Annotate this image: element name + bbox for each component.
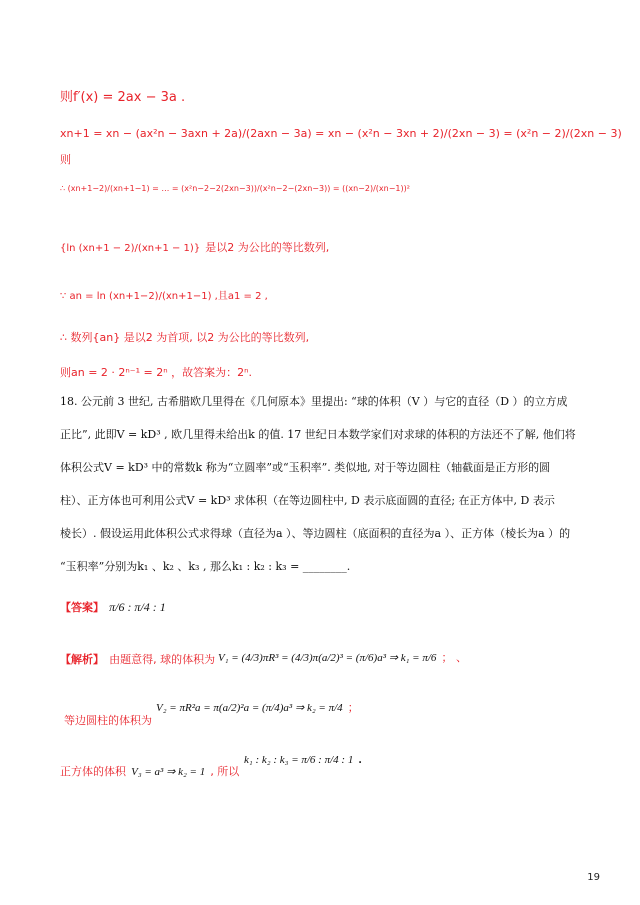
an-def-text: ∵ an = ln (xn+1−2)/(xn+1−1) ,且a1 = 2 ,: [60, 291, 268, 302]
recurrence-text: n+1 = xn − (ax²n − 3axn + 2a)/(2axn − 3a) = xn − (x²n − 3xn + 2)/(2xn − 3) = (x²n − 2)/(2xn − 3): [66, 127, 622, 140]
analysis-formula-1: [218, 646, 467, 665]
analysis-formula-2: [156, 696, 359, 715]
log-seq-desc: 是以2 为公比的等比数列,: [205, 241, 330, 254]
seq-conclusion-text: ∴ 数列{an} 是以2 为首项, 以2 为公比的等比数列,: [60, 331, 310, 344]
answer-value: π/6 : π/4 : 1: [109, 600, 166, 614]
analysis-row-2: [64, 709, 152, 728]
recurrence-prefix-text: 则: [60, 153, 71, 166]
analysis-end: .: [358, 750, 363, 767]
solution-an-def: [60, 284, 268, 303]
analysis-sep-2: ；: [347, 701, 359, 714]
analysis-text-3b: , 所以: [210, 765, 240, 778]
solution-recurrence-prefix: [60, 148, 71, 167]
problem-line-4: 柱）、正方体也可利用公式V = kD³ 求体积（在等边圆柱中, D 表示底面圆的直径; 在正方体中, D 表示: [60, 494, 555, 507]
analysis-label: 【解析】: [60, 653, 104, 666]
ratio-text: ∴ (xn+1−2)/(xn+1−1) = … = (x²n−2−2(2xn−3))/(x²n−2−(2xn−3)) = ((xn−2)/(xn−1))²: [60, 184, 410, 193]
page-number: 19: [587, 872, 600, 883]
final-text: 则an = 2 · 2ⁿ⁻¹ = 2ⁿ ，故答案为：2ⁿ.: [60, 366, 252, 379]
answer-row: [60, 596, 166, 615]
sphere-volume-formula: V₁ = (4/3)πR³ = (4/3)π(a/2)³ = (π/6)a³ ⇒ k₁ = π/6: [218, 652, 437, 664]
analysis-formula-4: [244, 748, 362, 768]
problem-line-3: 体积公式V = kD³ 中的常数k 称为“立圆率”或“玉积率”. 类似地, 对于等边圆柱（轴截面是正方形的圆: [60, 461, 551, 474]
cylinder-volume-formula: V₂ = πR²a = π(a/2)²a = (π/4)a³ ⇒ k₂ = π/4: [156, 702, 343, 714]
problem-line-1: 18. 公元前 3 世纪, 古希腊欧几里得在《几何原本》里提出: “球的体积（V ）与它的直径（D ）的立方成: [60, 395, 568, 408]
cube-volume-formula: V₃ = a³ ⇒ k₂ = 1: [131, 766, 206, 778]
problem-line-2: 正比”, 此即V = kD³ , 欧几里得未给出k 的值. 17 世纪日本数学家们对求球的体积的方法还不了解, 他们将: [60, 428, 576, 441]
recurrence-x: x: [60, 127, 67, 140]
problem-line-5: 棱长）. 假设运用此体积公式求得球（直径为a ）、等边圆柱（底面积的直径为a ）、正方体（棱长为a ）的: [60, 527, 571, 540]
answer-label: 【答案】: [60, 601, 104, 614]
derivative-text: 则f′(x) = 2ax − 3a .: [60, 90, 186, 105]
solution-recurrence: [60, 122, 622, 141]
analysis-row-1: [60, 648, 215, 667]
analysis-text-1: 由题意得, 球的体积为: [109, 653, 216, 666]
solution-derivative: [60, 86, 185, 105]
solution-log-seq: [60, 236, 329, 255]
ratio-formula: k₁ : k₂ : k₃ = π/6 : π/4 : 1: [244, 754, 354, 766]
solution-seq-conclusion: [60, 326, 309, 345]
analysis-row-3: [60, 760, 239, 779]
solution-final: [60, 361, 252, 380]
analysis-text-3: 正方体的体积: [60, 765, 126, 778]
log-seq-text: {ln (xn+1 − 2)/(xn+1 − 1)}: [60, 243, 201, 254]
problem-line-6: “玉积率”分别为k₁ 、k₂ 、k₃ , 那么k₁ : k₂ : k₃ = ________.: [60, 560, 351, 573]
analysis-text-2: 等边圆柱的体积为: [64, 714, 152, 727]
solution-ratio: [60, 176, 410, 195]
analysis-sep-1: ； 、: [441, 651, 467, 664]
